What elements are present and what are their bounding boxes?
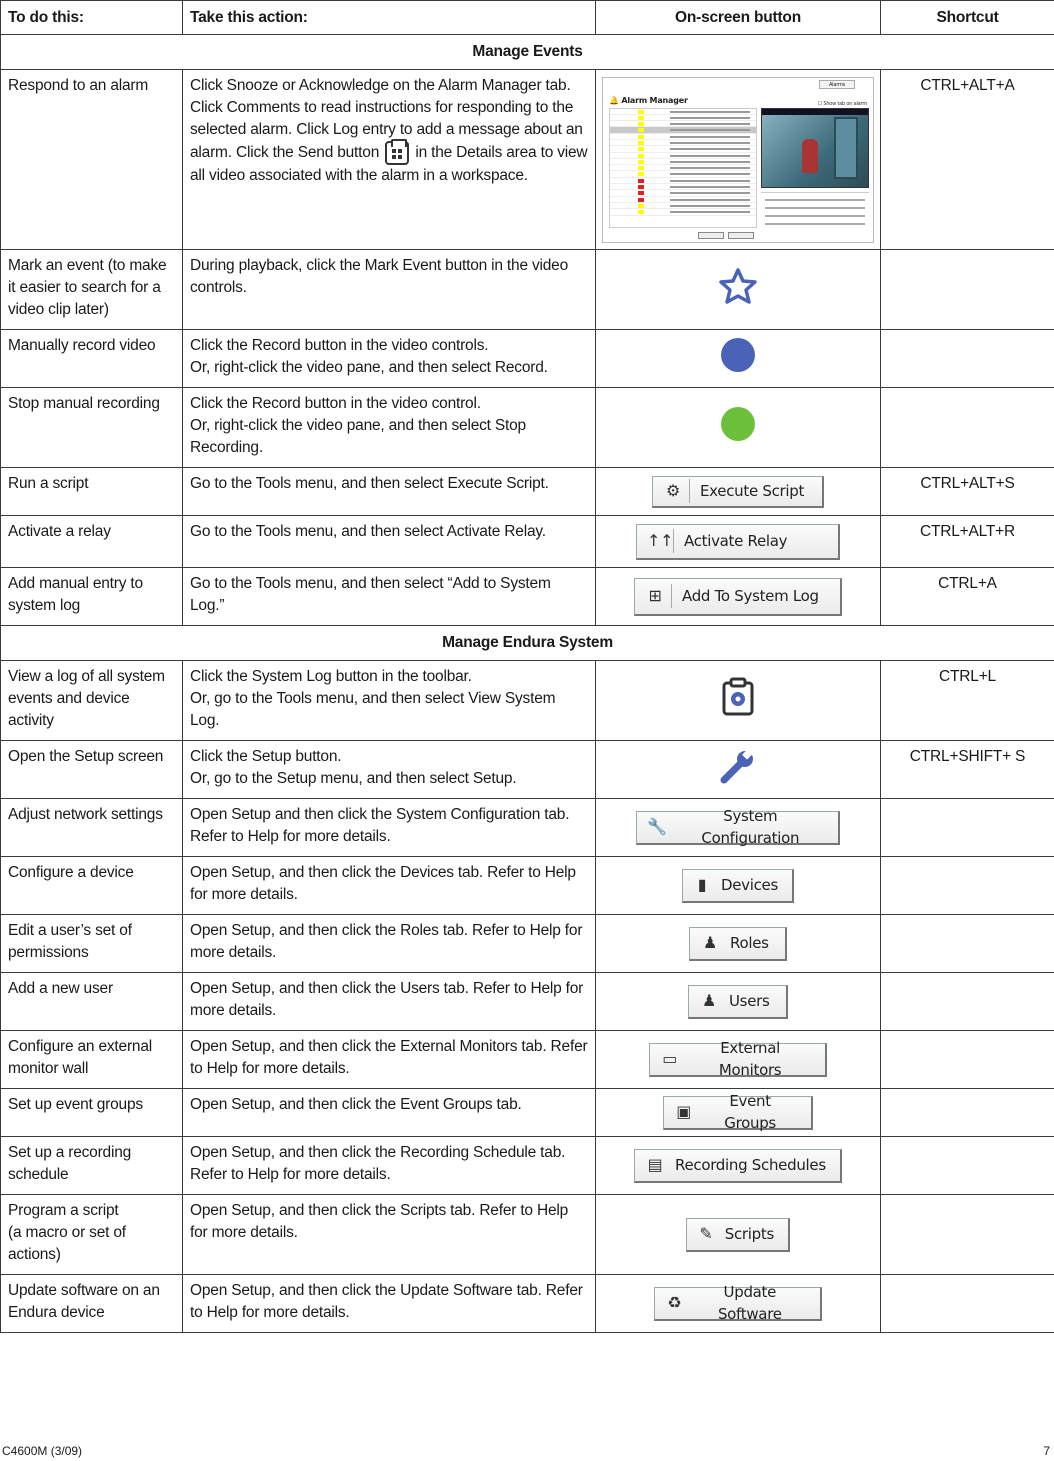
- shortcut-cell: [881, 799, 1054, 857]
- add-to-system-log-button[interactable]: ⊞ Add To System Log: [634, 578, 842, 616]
- shortcut-cell: [881, 1031, 1054, 1089]
- button-cell: [596, 1031, 881, 1089]
- action-cell: Go to the Tools menu, and then select Execute Script.: [183, 468, 596, 516]
- task-cell: Configure a device: [1, 857, 183, 915]
- shortcut-cell: [881, 1275, 1054, 1333]
- button-cell: [596, 1137, 881, 1195]
- shortcut-cell: [881, 1195, 1054, 1275]
- device-icon: ▮: [697, 875, 707, 894]
- task-cell: Mark an event (to make it easier to search for a video clip later): [1, 250, 183, 330]
- task-cell: Activate a relay: [1, 516, 183, 568]
- shortcut-cell: [881, 915, 1054, 973]
- table-row: [1, 388, 1054, 468]
- button-cell: [596, 973, 881, 1031]
- execute-script-icon: ⚙: [665, 481, 681, 500]
- shortcut-cell: CTRL+SHIFT+ S: [881, 741, 1054, 799]
- header-shortcut: Shortcut: [881, 1, 1054, 35]
- action-cell: Open Setup, and then click the Update Software tab. Refer to Help for more details.: [183, 1275, 596, 1333]
- task-cell: Program a script (a macro or set of actions): [1, 1195, 183, 1275]
- alarms-tab: Alarms: [819, 80, 855, 89]
- shortcut-cell: [881, 250, 1054, 330]
- shortcut-cell: CTRL+ALT+A: [881, 70, 1054, 250]
- roles-icon: ♟: [702, 933, 718, 952]
- table-row: [1, 250, 1054, 330]
- action-cell: Open Setup and then click the System Configuration tab. Refer to Help for more details.: [183, 799, 596, 857]
- button-cell: [596, 1275, 881, 1333]
- action-cell: Open Setup, and then click the Users tab. Refer to Help for more details.: [183, 973, 596, 1031]
- shortcut-cell: [881, 857, 1054, 915]
- event-groups-tab[interactable]: ▣ Event Groups: [663, 1096, 813, 1130]
- action-cell: Open Setup, and then click the Scripts tab. Refer to Help for more details.: [183, 1195, 596, 1275]
- action-cell: Open Setup, and then click the Roles tab. Refer to Help for more details.: [183, 915, 596, 973]
- star-icon: [718, 267, 758, 305]
- button-cell: [596, 799, 881, 857]
- table-row: [1, 915, 1054, 973]
- task-cell: Set up a recording schedule: [1, 1137, 183, 1195]
- action-cell: Click the Record button in the video control. Or, right-click the video pane, and then select Stop Recording.: [183, 388, 596, 468]
- task-cell: Update software on an Endura device: [1, 1275, 183, 1333]
- action-cell: Open Setup, and then click the Recording Schedule tab. Refer to Help for more details.: [183, 1137, 596, 1195]
- monitor-icon: ▭: [662, 1049, 678, 1068]
- users-tab[interactable]: ♟ Users: [688, 985, 788, 1019]
- header-task: To do this:: [1, 1, 183, 35]
- user-icon: ♟: [701, 991, 717, 1010]
- shortcut-cell: [881, 330, 1054, 388]
- button-cell: [596, 1089, 881, 1137]
- table-header-row: [1, 1, 1054, 35]
- task-cell: Manually record video: [1, 330, 183, 388]
- table-row: [1, 516, 1054, 568]
- button-cell: [596, 857, 881, 915]
- task-cell: Add a new user: [1, 973, 183, 1031]
- header-action: Take this action:: [183, 1, 596, 35]
- execute-script-button[interactable]: ⚙ Execute Script: [652, 476, 824, 508]
- button-cell: [596, 330, 881, 388]
- table-row: [1, 741, 1054, 799]
- shortcut-cell: CTRL+A: [881, 568, 1054, 626]
- task-cell: Run a script: [1, 468, 183, 516]
- alarm-manager-title: 🔔 Alarm Manager: [609, 95, 688, 105]
- table-row: [1, 1195, 1054, 1275]
- action-cell: Click the Setup button. Or, go to the Setup menu, and then select Setup.: [183, 741, 596, 799]
- schedule-icon: ▤: [647, 1155, 663, 1174]
- task-cell: Add manual entry to system log: [1, 568, 183, 626]
- task-cell: Adjust network settings: [1, 799, 183, 857]
- roles-tab[interactable]: ♟ Roles: [689, 927, 787, 961]
- shortcut-cell: [881, 388, 1054, 468]
- button-cell: [596, 516, 881, 568]
- button-cell: [596, 915, 881, 973]
- action-cell: [183, 70, 596, 250]
- send-icon: [385, 141, 409, 165]
- table-row: [1, 70, 1054, 250]
- task-cell: Edit a user’s set of permissions: [1, 915, 183, 973]
- action-text: in the Details area to view all video associated with the alarm in a workspace.: [190, 144, 588, 184]
- button-cell: [596, 388, 881, 468]
- table-row: [1, 1137, 1054, 1195]
- action-cell: During playback, click the Mark Event button in the video controls.: [183, 250, 596, 330]
- update-software-tab[interactable]: ♻ Update Software: [654, 1287, 822, 1321]
- header-button: On-screen button: [596, 1, 881, 35]
- section-header-system: Manage Endura System: [1, 626, 1054, 661]
- alarm-list: [609, 108, 757, 228]
- action-cell: Click the Record button in the video controls. Or, right-click the video pane, and then select Record.: [183, 330, 596, 388]
- wrench-small-icon: 🔧: [647, 817, 667, 836]
- show-tab-checkbox: ☐ Show tab on alarm: [817, 100, 867, 107]
- action-cell: Go to the Tools menu, and then select “Add to System Log.”: [183, 568, 596, 626]
- relay-icon: ↑↑: [647, 531, 674, 550]
- task-cell: Stop manual recording: [1, 388, 183, 468]
- task-cell: Open the Setup screen: [1, 741, 183, 799]
- table-row: [1, 468, 1054, 516]
- button-cell: [596, 741, 881, 799]
- footer-page-number: 7: [1043, 1444, 1050, 1458]
- shortcut-cell: [881, 973, 1054, 1031]
- event-groups-icon: ▣: [676, 1102, 692, 1121]
- add-log-icon: ⊞: [648, 586, 662, 605]
- snooze-acknowledge-buttons: [698, 232, 754, 239]
- shortcut-cell: CTRL+ALT+R: [881, 516, 1054, 568]
- task-cell: Respond to an alarm: [1, 70, 183, 250]
- table-row: [1, 1089, 1054, 1137]
- scripts-icon: ✎: [699, 1224, 713, 1243]
- task-cell: View a log of all system events and device activity: [1, 661, 183, 741]
- system-log-icon: [720, 677, 756, 717]
- table-row: [1, 799, 1054, 857]
- table-row: [1, 1275, 1054, 1333]
- table-row: [1, 973, 1054, 1031]
- footer-doc-id: C4600M (3/09): [2, 1444, 83, 1458]
- shortcut-cell: CTRL+ALT+S: [881, 468, 1054, 516]
- action-cell: Click the System Log button in the toolbar. Or, go to the Tools menu, and then select View System Log.: [183, 661, 596, 741]
- activate-relay-button[interactable]: ↑↑ Activate Relay: [636, 524, 840, 560]
- action-cell: Open Setup, and then click the External Monitors tab. Refer to Help for more details.: [183, 1031, 596, 1089]
- button-cell: [596, 568, 881, 626]
- table-row: [1, 1031, 1054, 1089]
- button-cell: [596, 468, 881, 516]
- task-cell: Configure an external monitor wall: [1, 1031, 183, 1089]
- scripts-tab[interactable]: ✎ Scripts: [686, 1218, 790, 1252]
- alarm-manager-screenshot: [602, 77, 874, 243]
- shortcut-cell: CTRL+L: [881, 661, 1054, 741]
- wrench-icon: [718, 746, 758, 786]
- external-monitors-tab[interactable]: ▭ External Monitors: [649, 1043, 827, 1077]
- table-row: [1, 661, 1054, 741]
- recording-schedules-tab[interactable]: ▤ Recording Schedules: [634, 1149, 842, 1183]
- update-icon: ♻: [667, 1293, 682, 1312]
- task-cell: Set up event groups: [1, 1089, 183, 1137]
- system-configuration-tab[interactable]: 🔧 System Configuration: [636, 811, 840, 845]
- devices-tab[interactable]: ▮ Devices: [682, 869, 794, 903]
- action-cell: Go to the Tools menu, and then select Activate Relay.: [183, 516, 596, 568]
- table-row: [1, 857, 1054, 915]
- action-text: Click Snooze or Acknowledge on the Alarm Manager tab. Click Comments to read instructions for responding to the selected alarm. Click Log entry to add a message about an alarm. Click the Send button: [190, 77, 583, 162]
- action-cell: Open Setup, and then click the Devices tab. Refer to Help for more details.: [183, 857, 596, 915]
- button-cell: [596, 661, 881, 741]
- button-cell: [596, 1195, 881, 1275]
- table-row: [1, 568, 1054, 626]
- table-row: [1, 330, 1054, 388]
- video-pane: [761, 108, 869, 188]
- details-area: [761, 192, 869, 240]
- shortcut-cell: [881, 1089, 1054, 1137]
- button-cell: [596, 250, 881, 330]
- action-cell: Open Setup, and then click the Event Groups tab.: [183, 1089, 596, 1137]
- stop-record-icon: [720, 406, 756, 442]
- button-cell: [596, 70, 881, 250]
- record-icon: [720, 337, 756, 373]
- shortcut-cell: [881, 1137, 1054, 1195]
- section-header-events: Manage Events: [1, 35, 1054, 70]
